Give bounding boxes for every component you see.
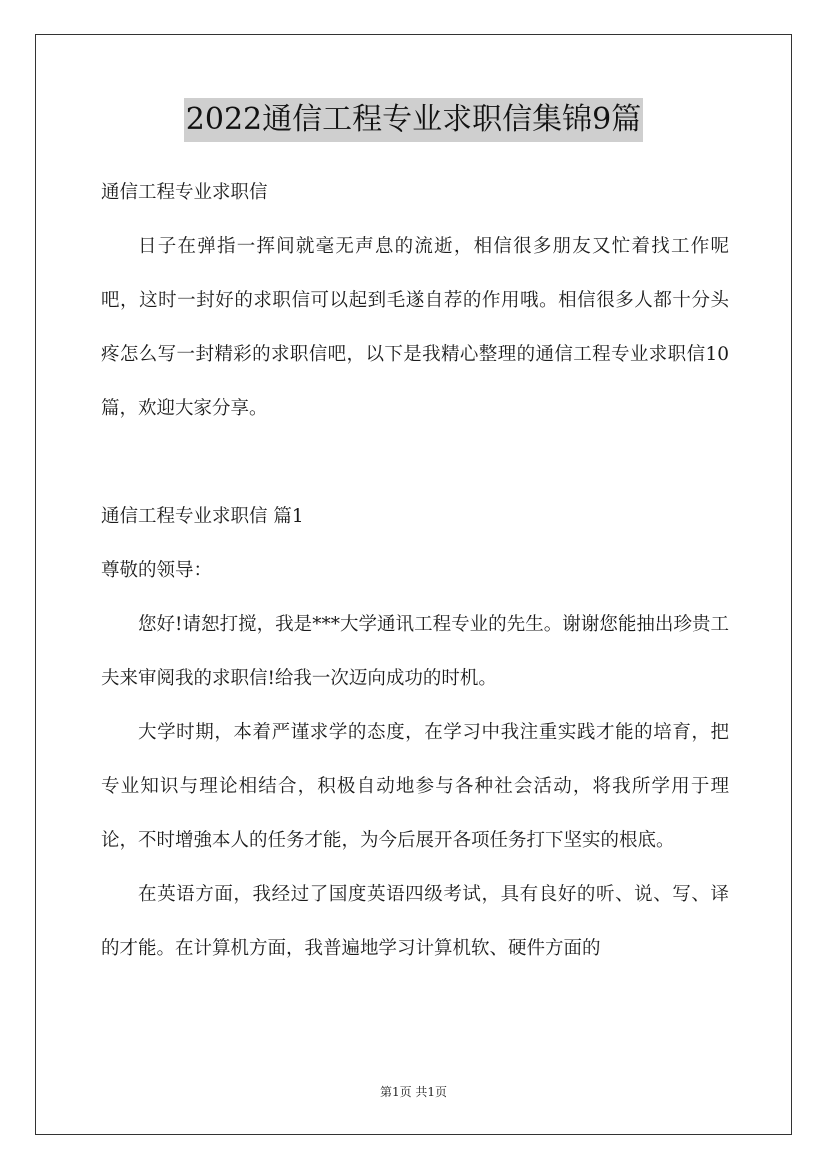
body-paragraph: 在英语方面，我经过了国度英语四级考试，具有良好的听、说、写、译的才能。在计算机方面，我普遍地学习计算机软、硬件方面的 [101,884,729,959]
document-title: 2022通信工程专业求职信集锦9篇 [184,98,643,142]
section-gap [101,436,729,490]
title-container [0,98,827,142]
document-body [101,166,729,976]
section-heading: 通信工程专业求职信 [101,182,268,203]
body-paragraph: 日子在弹指一挥间就毫无声息的流逝，相信很多朋友又忙着找工作呢吧，这时一封好的求职信可以起到毛遂自荐的作用哦。相信很多人都十分头疼怎么写一封精彩的求职信吧，以下是我精心整理的通信工程专业求职信10篇，欢迎大家分享。 [101,236,729,419]
body-paragraph: 您好!请恕打搅，我是***大学通讯工程专业的先生。谢谢您能抽出珍贵工夫来审阅我的求职信!给我一次迈向成功的时机。 [101,614,729,689]
page-footer: 第1页 共1页 [379,1085,448,1099]
section-heading: 通信工程专业求职信 篇1 [101,506,304,527]
body-paragraph: 大学时期，本着严谨求学的态度，在学习中我注重实践才能的培育，把专业知识与理论相结合，积极自动地参与各种社会活动，将我所学用于理论，不时增強本人的任务才能，为今后展开各项任务打下坚实的根底。 [101,722,729,851]
section-heading: 尊敬的领导： [101,560,213,581]
